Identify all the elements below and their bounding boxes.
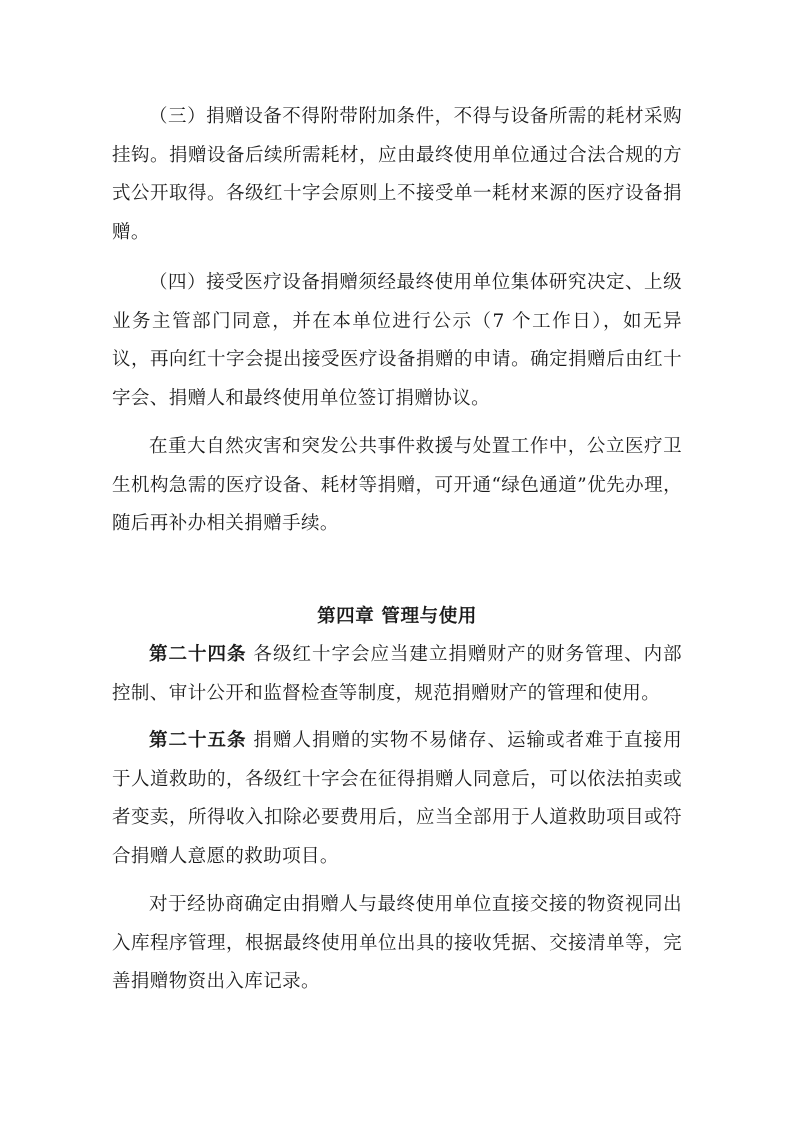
article-24 [112,636,682,713]
chapter-heading: 第四章 管理与使用 [317,606,477,627]
article-24-number: 第二十四条 [149,644,247,665]
paragraph-item-4: （四）接受医疗设备捐赠须经最终使用单位集体研究决定、上级业务主管部门同意，并在本单位进行公示（7 个工作日），如无异议，再向红十字会提出接受医疗设备捐赠的申请。确定捐赠后由红十字会、捐赠人和最终使用单位签订捐赠协议。 [112,272,682,410]
article-24-text: 各级红十字会应当建立捐赠财产的财务管理、内部控制、审计公开和监督检查等制度，规范捐赠财产的管理和使用。 [112,644,682,704]
article-25 [112,722,682,877]
paragraph-green-channel: 在重大自然灾害和突发公共事件救援与处置工作中，公立医疗卫生机构急需的医疗设备、耗材等捐赠，可开通“绿色通道”优先办理，随后再补办相关捐赠手续。 [112,436,682,535]
article-25-text: 捐赠人捐赠的实物不易储存、运输或者难于直接用于人道救助的，各级红十字会在征得捐赠人同意后，可以依法拍卖或者变卖，所得收入扣除必要费用后，应当全部用于人道救助项目或符合捐赠人意愿的救助项目。 [112,730,682,868]
paragraph-item-3: （三）捐赠设备不得附带附加条件，不得与设备所需的耗材采购挂钩。捐赠设备后续所需耗材，应由最终使用单位通过合法合规的方式公开取得。各级红十字会原则上不接受单一耗材来源的医疗设备捐赠。 [112,106,682,244]
article-25-continuation: 对于经协商确定由捐赠人与最终使用单位直接交接的物资视同出入库程序管理，根据最终使用单位出具的接收凭据、交接清单等，完善捐赠物资出入库记录。 [112,894,682,993]
article-25-number: 第二十五条 [149,730,247,751]
